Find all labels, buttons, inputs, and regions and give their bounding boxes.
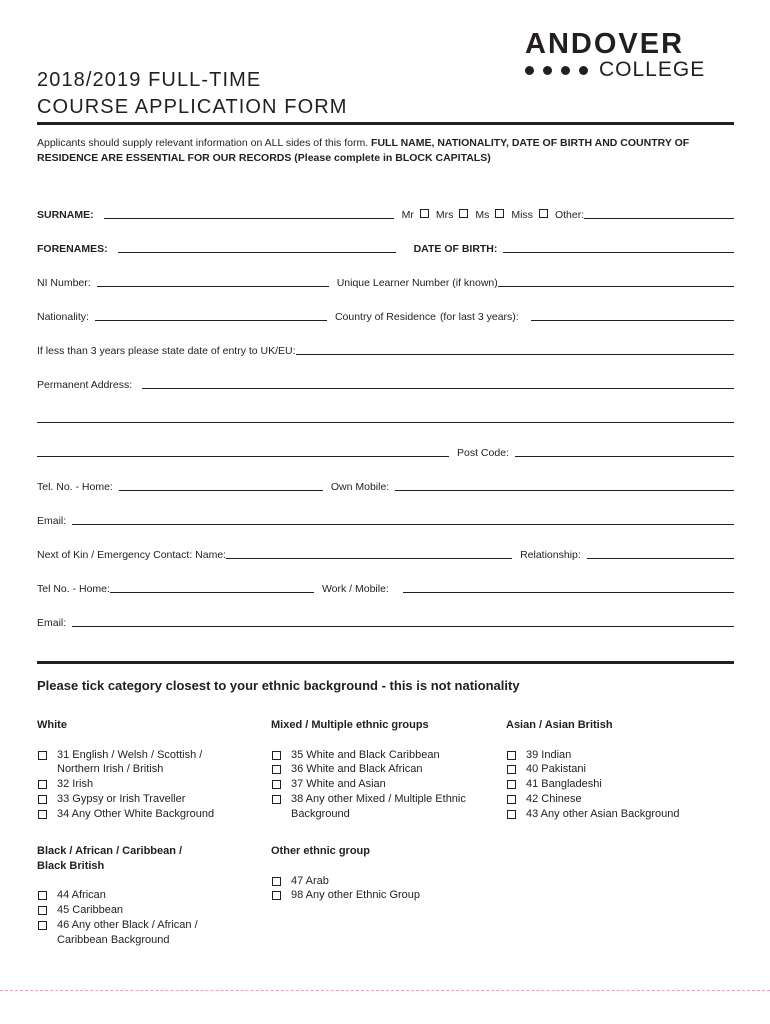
dob-label: DATE OF BIRTH: [413, 243, 498, 255]
entry-field[interactable] [296, 353, 734, 355]
checkbox[interactable] [272, 891, 281, 900]
relationship-label: Relationship: [520, 549, 581, 561]
address-field-1[interactable] [142, 387, 734, 389]
entry-label: If less than 3 years please state date of entry to UK/EU: [37, 345, 296, 357]
title-mrs-label: Mrs [435, 209, 454, 221]
tel-home-label: Tel. No. - Home: [37, 481, 113, 493]
title-ms-checkbox[interactable] [495, 209, 504, 218]
ethnic-option-47[interactable]: 47 Arab [271, 874, 481, 889]
checkbox[interactable] [507, 795, 516, 804]
section-divider [37, 661, 734, 664]
title-mrs-checkbox[interactable] [459, 209, 468, 218]
tel-home-field[interactable] [119, 489, 323, 491]
ni-label: NI Number: [37, 277, 91, 289]
kin-row [37, 546, 734, 562]
dob-field[interactable] [503, 251, 734, 253]
logo-dot-icon [525, 66, 534, 75]
postcode-field[interactable] [515, 455, 734, 457]
logo-college [525, 59, 735, 81]
email-label: Email: [37, 515, 67, 527]
ethnic-option-43[interactable]: 43 Any other Asian Background [506, 807, 716, 822]
checkbox[interactable] [272, 751, 281, 760]
uln-label: Unique Learner Number (if known) [336, 277, 498, 289]
entry-row [37, 342, 734, 358]
ethnic-option-44[interactable]: 44 African [37, 888, 232, 903]
checkbox[interactable] [507, 751, 516, 760]
address-label: Permanent Address: [37, 379, 133, 391]
intro-text [37, 136, 737, 166]
checkbox[interactable] [38, 751, 47, 760]
ethnic-option-45[interactable]: 45 Caribbean [37, 903, 232, 918]
address-row [37, 376, 734, 392]
black-heading-2: Black British [37, 859, 105, 872]
email-field[interactable] [72, 523, 734, 525]
ethnic-option-37[interactable]: 37 White and Asian [271, 777, 471, 792]
country-label: Country of Residence [334, 311, 436, 323]
checkbox[interactable] [272, 765, 281, 774]
work-mobile-label: Work / Mobile: [321, 583, 389, 595]
logo-dot-icon [561, 66, 570, 75]
ethnic-option-38[interactable]: 38 Any other Mixed / Multiple Ethnic Background [271, 792, 471, 821]
title-mr-checkbox[interactable] [420, 209, 429, 218]
ethnic-option-34[interactable]: 34 Any Other White Background [37, 807, 247, 822]
ethnic-other-group [271, 844, 481, 903]
surname-label: SURNAME: [37, 209, 94, 221]
own-mobile-field[interactable] [395, 489, 734, 491]
title-ms-label: Ms [475, 209, 490, 221]
ethnic-option-39[interactable]: 39 Indian [506, 748, 716, 763]
country-field[interactable] [531, 319, 734, 321]
kin-email-row [37, 614, 734, 630]
checkbox[interactable] [272, 877, 281, 886]
work-mobile-field[interactable] [403, 591, 734, 593]
relationship-field[interactable] [587, 557, 734, 559]
ethnic-option-35[interactable]: 35 White and Black Caribbean [271, 748, 471, 763]
ethnic-white-group [37, 718, 247, 821]
checkbox[interactable] [272, 780, 281, 789]
title-mr-label: Mr [401, 209, 414, 221]
logo-andover: ANDOVER [525, 28, 685, 60]
checkbox[interactable] [507, 765, 516, 774]
forenames-row [37, 240, 734, 256]
address-field-3[interactable] [37, 455, 449, 457]
own-mobile-label: Own Mobile: [330, 481, 390, 493]
title-miss-label: Miss [511, 209, 533, 221]
country-note: (for last 3 years): [439, 311, 519, 323]
uln-field[interactable] [498, 285, 734, 287]
mixed-heading: Mixed / Multiple ethnic groups [271, 719, 429, 731]
logo-dot-icon [579, 66, 588, 75]
black-heading-1: Black / African / Caribbean / [37, 845, 183, 857]
page-edge-divider [0, 990, 770, 991]
checkbox[interactable] [507, 810, 516, 819]
ethnic-option-42[interactable]: 42 Chinese [506, 792, 716, 807]
postcode-row [37, 444, 734, 460]
address-field-2[interactable] [37, 421, 734, 423]
nationality-field[interactable] [95, 319, 327, 321]
ni-field[interactable] [97, 285, 329, 287]
logo-college-text: COLLEGE [599, 58, 706, 81]
forenames-field[interactable] [118, 251, 396, 253]
kin-tel-home-field[interactable] [110, 591, 314, 593]
kin-label: Next of Kin / Emergency Contact: Name: [37, 549, 227, 561]
ethnic-option-31[interactable]: 31 English / Welsh / Scottish / Northern Irish / British [37, 748, 247, 777]
checkbox[interactable] [272, 795, 281, 804]
intro-normal: Applicants should supply relevant information on ALL sides of this form. [37, 137, 372, 149]
checkbox[interactable] [38, 921, 47, 930]
title-line-1: 2018/2019 FULL-TIME [37, 69, 262, 91]
kin-email-label: Email: [37, 617, 67, 629]
checkbox[interactable] [38, 906, 47, 915]
ni-row [37, 274, 734, 290]
kin-name-field[interactable] [226, 557, 512, 559]
surname-row [37, 206, 734, 222]
ethnic-black-group [37, 844, 232, 947]
checkbox[interactable] [38, 780, 47, 789]
kin-tel-home-label: Tel No. - Home: [37, 583, 110, 595]
title-miss-checkbox[interactable] [539, 209, 548, 218]
checkbox[interactable] [38, 810, 47, 819]
kin-email-field[interactable] [72, 625, 734, 627]
forenames-label: FORENAMES: [37, 243, 108, 255]
nationality-label: Nationality: [37, 311, 89, 323]
title-other-field[interactable] [584, 217, 734, 219]
white-heading: White [37, 719, 67, 731]
ethnic-option-36[interactable]: 36 White and Black African [271, 762, 471, 777]
ethnic-option-41[interactable]: 41 Bangladeshi [506, 777, 716, 792]
ethnic-heading: Please tick category closest to your ethnic background - this is not nationality [37, 678, 520, 693]
surname-field[interactable] [104, 217, 394, 219]
ethnic-option-32[interactable]: 32 Irish [37, 777, 247, 792]
nationality-row [37, 308, 734, 324]
ethnic-mixed-group [271, 718, 471, 821]
ethnic-option-46[interactable]: 46 Any other Black / African / Caribbean Background [37, 918, 232, 947]
ethnic-asian-group [506, 718, 716, 821]
logo-dot-icon [543, 66, 552, 75]
ethnic-option-33[interactable]: 33 Gypsy or Irish Traveller [37, 792, 247, 807]
page-title [37, 67, 348, 121]
tel-row [37, 478, 734, 494]
email-row [37, 512, 734, 528]
intro-bold: FULL NAME, NATIONALITY, DATE OF BIRTH AND COUNTRY OF RESIDENCE ARE ESSENTIAL FOR OUR RECORDS (Please complete in BLOCK CAPITALS) [37, 137, 690, 164]
checkbox[interactable] [38, 891, 47, 900]
ethnic-option-98[interactable]: 98 Any other Ethnic Group [271, 888, 481, 903]
address-row-2 [37, 410, 734, 426]
checkbox[interactable] [507, 780, 516, 789]
header-divider [37, 122, 734, 125]
kin-tel-row [37, 580, 734, 596]
ethnic-option-40[interactable]: 40 Pakistani [506, 762, 716, 777]
postcode-label: Post Code: [457, 447, 509, 459]
title-other-label: Other: [554, 209, 585, 221]
title-line-2: COURSE APPLICATION FORM [37, 96, 348, 118]
asian-heading: Asian / Asian British [506, 719, 613, 731]
checkbox[interactable] [38, 795, 47, 804]
other-heading: Other ethnic group [271, 845, 370, 857]
